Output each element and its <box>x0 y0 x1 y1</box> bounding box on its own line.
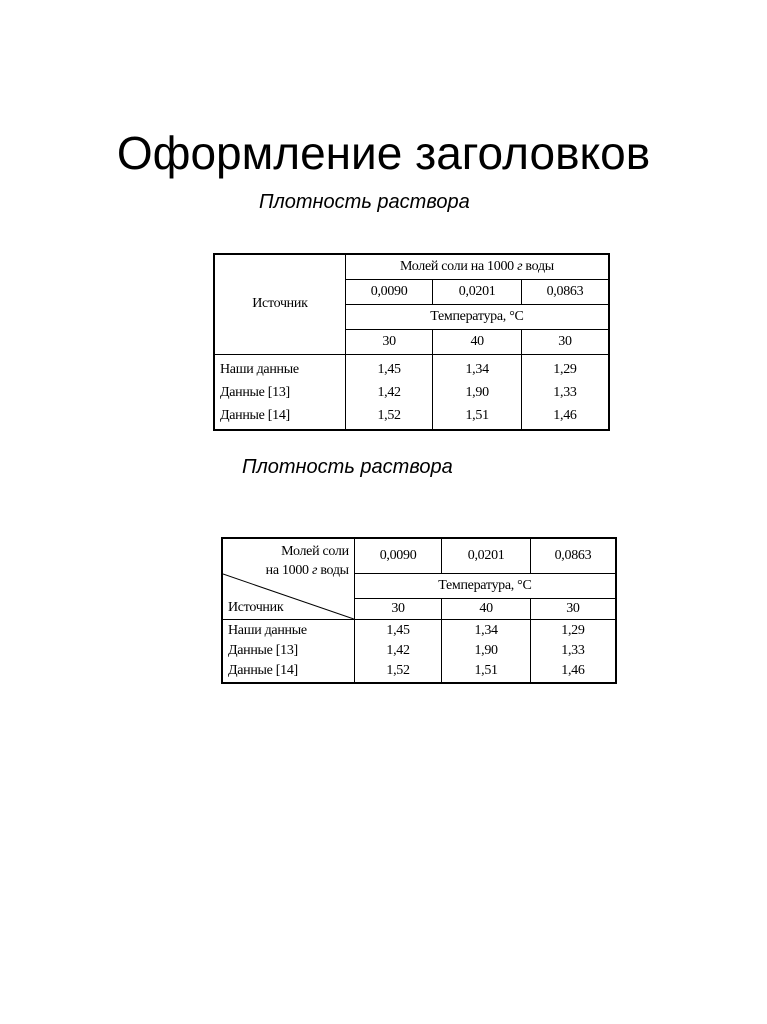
concentration-header: 0,0201 <box>433 279 522 304</box>
temperature-group-header: Температура, °С <box>354 574 616 598</box>
concentration-header: 0,0863 <box>530 538 616 574</box>
source-cell: Данные [14] <box>214 404 345 430</box>
source-cell: Данные [13] <box>214 381 345 404</box>
concentration-header: 0,0090 <box>354 538 442 574</box>
table-row <box>222 661 616 683</box>
source-header-label: Источник <box>252 296 308 312</box>
value-cell: 1,46 <box>530 661 616 683</box>
value-cell: 1,29 <box>530 620 616 642</box>
temperature-header: 40 <box>442 598 531 619</box>
corner-moles-line2-text: на 1000 <box>265 563 312 578</box>
value-cell: 1,33 <box>530 641 616 661</box>
table-row <box>214 381 609 404</box>
concentration-header: 0,0863 <box>521 279 609 304</box>
table2-caption: Плотность раствора <box>242 456 453 478</box>
corner-moles-line1: Молей соли <box>281 544 349 559</box>
temperature-header: 30 <box>354 598 442 619</box>
corner-source-label: Источник <box>228 600 284 615</box>
value-cell: 1,33 <box>521 381 609 404</box>
temperature-header: 30 <box>530 598 616 619</box>
value-cell: 1,45 <box>345 354 433 381</box>
temperature-header: 30 <box>521 329 609 354</box>
table-row <box>214 404 609 430</box>
temperature-header: 40 <box>433 329 522 354</box>
value-cell: 1,90 <box>442 641 531 661</box>
value-cell: 1,46 <box>521 404 609 430</box>
value-cell: 1,52 <box>345 404 433 430</box>
value-cell: 1,42 <box>345 381 433 404</box>
table-row <box>222 620 616 642</box>
value-cell: 1,90 <box>433 381 522 404</box>
value-cell: 1,51 <box>442 661 531 683</box>
temperature-group-header: Температура, °С <box>345 304 609 329</box>
corner-moles-unit: г <box>311 563 318 578</box>
value-cell: 1,34 <box>442 620 531 642</box>
moles-header-unit: г <box>517 258 523 274</box>
table1-caption: Плотность раствора <box>259 191 470 213</box>
value-cell: 1,42 <box>354 641 442 661</box>
value-cell: 1,45 <box>354 620 442 642</box>
density-table-1 <box>213 253 610 431</box>
diagonal-corner-header <box>222 538 354 620</box>
concentration-header: 0,0201 <box>442 538 531 574</box>
density-table-2 <box>221 537 617 684</box>
corner-moles-suffix: воды <box>317 563 349 578</box>
value-cell: 1,52 <box>354 661 442 683</box>
source-cell: Данные [13] <box>222 641 354 661</box>
value-cell: 1,29 <box>521 354 609 381</box>
table-row <box>214 354 609 381</box>
value-cell: 1,51 <box>433 404 522 430</box>
source-cell: Наши данные <box>222 620 354 642</box>
concentration-header: 0,0090 <box>345 279 433 304</box>
source-cell: Данные [14] <box>222 661 354 683</box>
value-cell: 1,34 <box>433 354 522 381</box>
temperature-header: 30 <box>345 329 433 354</box>
corner-moles-label <box>266 542 349 580</box>
table-row <box>222 641 616 661</box>
source-header-cell <box>214 254 345 354</box>
moles-group-header <box>345 254 609 279</box>
corner-moles-line2 <box>266 561 349 580</box>
moles-header-text: Молей соли на 1000 <box>399 258 518 274</box>
slide-title: Оформление заголовков <box>116 126 651 179</box>
source-cell: Наши данные <box>214 354 345 381</box>
moles-header-suffix: воды <box>522 258 554 274</box>
